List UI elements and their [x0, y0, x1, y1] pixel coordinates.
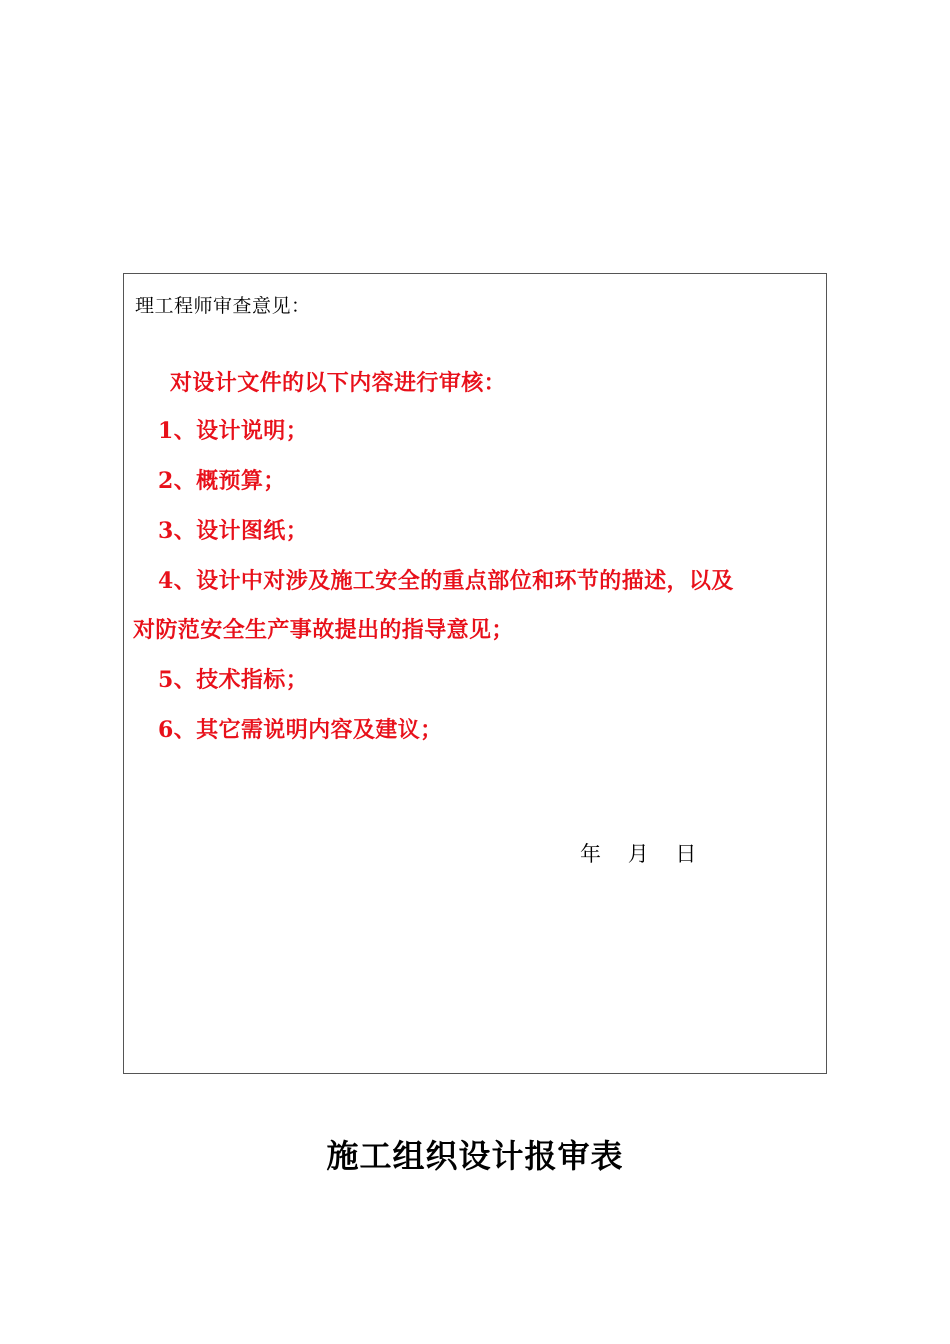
review-item: 2、概预算； [158, 468, 286, 494]
review-item: 6、其它需说明内容及建议； [158, 717, 443, 743]
review-item-continued: 对防范安全生产事故提出的指导意见； [133, 617, 514, 643]
review-item: 3、设计图纸； [158, 518, 309, 544]
form-title: 施工组织设计报审表 [326, 1137, 624, 1175]
review-item: 4、设计中对涉及施工安全的重点部位和环节的描述，以及 [158, 568, 734, 594]
review-item: 5、技术指标； [158, 667, 309, 693]
review-item: 1、设计说明； [158, 418, 309, 444]
review-heading: 理工程师审查意见： [135, 295, 311, 317]
review-intro: 对设计文件的以下内容进行审核： [170, 370, 507, 396]
review-opinion-box [123, 273, 827, 1074]
date-placeholder: 年 月 日 [580, 842, 697, 866]
